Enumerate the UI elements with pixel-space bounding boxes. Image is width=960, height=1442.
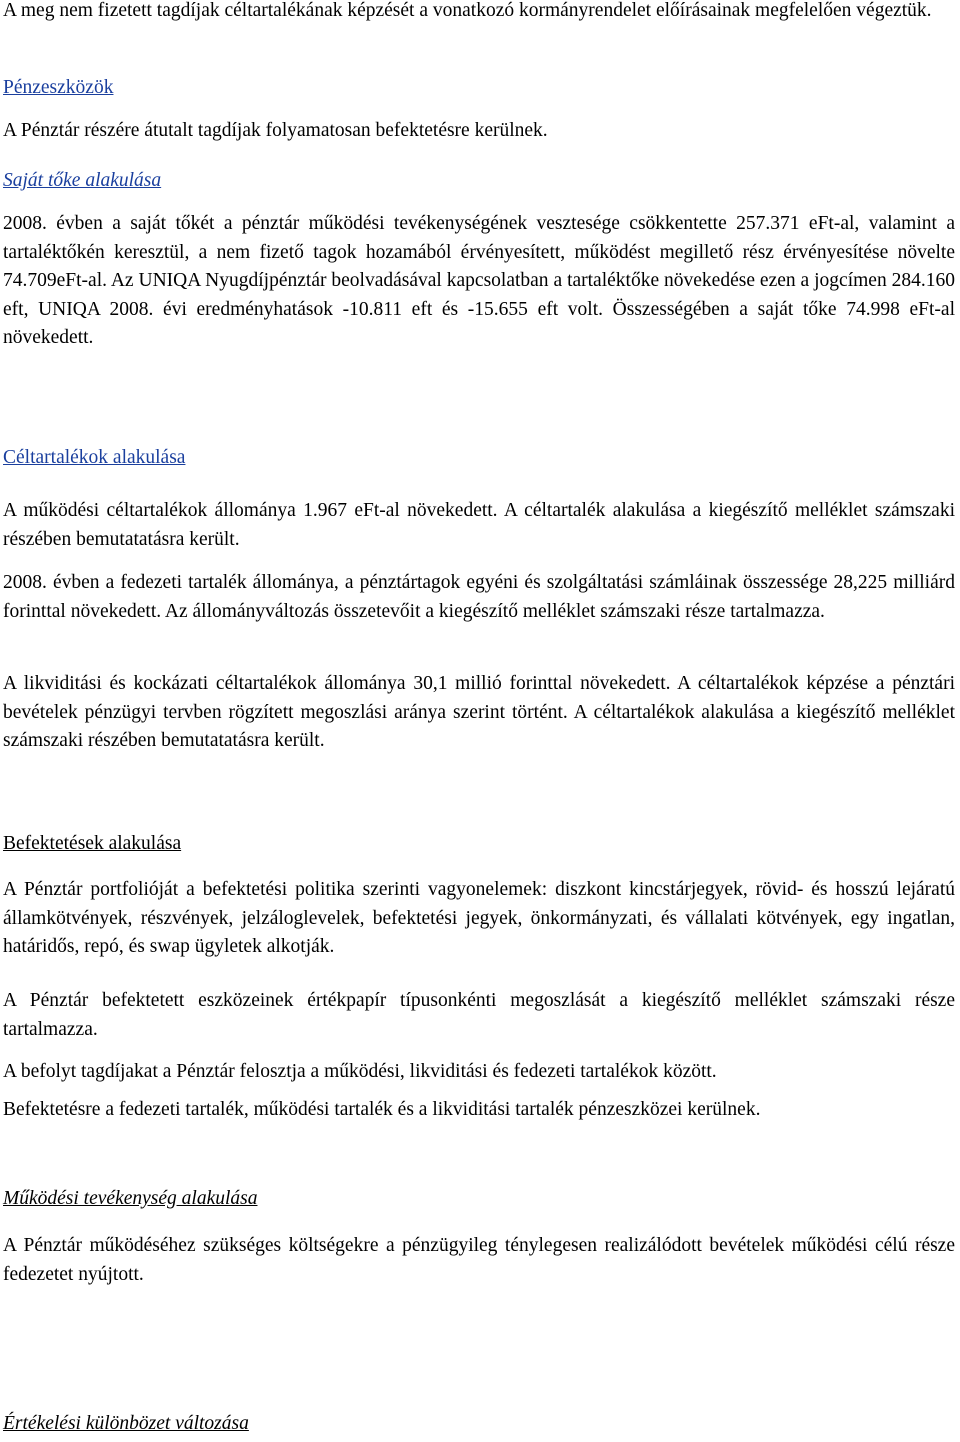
paragraph-uncollected-dues: A meg nem fizetett tagdíjak céltartalékának képzését a vonatkozó kormányrendelet előírásainak megfelelően végeztük. xyxy=(3,0,932,21)
paragraph-portfolio: A Pénztár portfolióját a befektetési politika szerinti vagyonelemek: diszkont kincstárjegyek, rövid- és hosszú lejáratú államkötvények, részvények, jelzáloglevelek, befektetési jegyek, önkormányzati, és vállalati kötvények, egy ingatlan, határidős, repó, és swap ügyletek alkotják. xyxy=(3,879,955,958)
heading-ertekelesi: Értékelési különbözet változása xyxy=(3,1413,249,1434)
paragraph-dues-allocation: A befolyt tagdíjakat a Pénztár felosztja a működési, likviditási és fedezeti tartalékok között. xyxy=(3,1061,717,1082)
heading-befektetesek: Befektetések alakulása xyxy=(3,833,182,854)
heading-mukodesi: Működési tevékenység alakulása xyxy=(3,1188,258,1209)
heading-celtartalekok: Céltartalékok alakulása xyxy=(3,447,186,468)
paragraph-dues-investment: A Pénztár részére átutalt tagdíjak folyamatosan befektetésre kerülnek. xyxy=(3,120,548,141)
paragraph-securities-breakdown: A Pénztár befektetett eszközeinek értékpapír típusonkénti megoszlását a kiegészítő melléklet számszaki része tartalmazza. xyxy=(3,990,955,1040)
paragraph-coverage-reserve: 2008. évben a fedezeti tartalék állománya, a pénztártagok egyéni és szolgáltatási számláinak összessége 28,225 milliárd forinttal növekedett. Az állományváltozás összetevőit a kiegészítő melléklet számszaki része tartalmazza. xyxy=(3,572,955,622)
heading-sajat-toke: Saját tőke alakulása xyxy=(3,170,162,191)
heading-penzeszkozok: Pénzeszközök xyxy=(3,77,114,98)
paragraph-investment-sources: Befektetésre a fedezeti tartalék, működési tartalék és a likviditási tartalék pénzeszközei kerülnek. xyxy=(3,1099,761,1120)
paragraph-operating-provisions: A működési céltartalékok állománya 1.967 eFt-al növekedett. A céltartalék alakulása a kiegészítő melléklet számszaki részében bemutatatásra került. xyxy=(3,500,955,550)
paragraph-liquidity-reserve: A likviditási és kockázati céltartalékok állománya 30,1 millió forinttal növekedett. A céltartalékok képzése a pénztári bevételek pénzügyi tervben rögzített megoszlási aránya szerint történt. A céltartalékok alakulása a kiegészítő melléklet számszaki részében bemutatatásra került. xyxy=(3,673,955,752)
paragraph-operating-costs: A Pénztár működéséhez szükséges költségekre a pénzügyileg ténylegesen realizálódott bevételek működési célú része fedezetet nyújtott. xyxy=(3,1235,955,1285)
paragraph-equity-change: 2008. évben a saját tőkét a pénztár működési tevékenységének vesztesége csökkentette 257.371 eFt-al, valamint a tartaléktőkén keresztül, a nem fizető tagok hozamából érvényesített, működést megillető rész érvényesítése növelte 74.709eFt-al. Az UNIQA Nyugdíjpénztár beolvadásával kapcsolatban a tartaléktőke növekedése ezen a jogcímen 284.160 eft, UNIQA 2008. évi eredményhatások -10.811 eft és -15.655 eft volt. Összességében a saját tőke 74.998 eFt-al növekedett. xyxy=(3,213,955,349)
